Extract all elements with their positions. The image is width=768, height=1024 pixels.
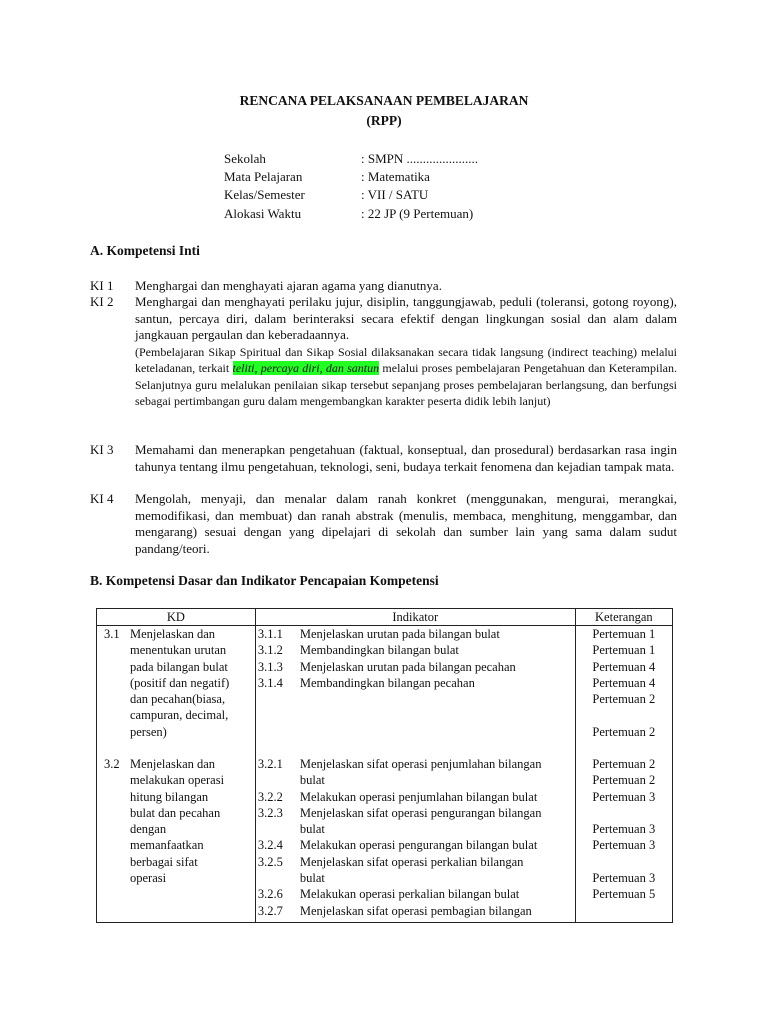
header-keterangan: Keterangan — [575, 609, 672, 626]
keterangan-item: Pertemuan 3 — [592, 838, 656, 853]
indicator-number: 3.1.4 — [257, 675, 283, 690]
keterangan-cell-3-1 — [575, 626, 672, 757]
kd-text-line: menentukan urutan — [130, 643, 227, 658]
keterangan-item: Pertemuan 5 — [592, 887, 656, 902]
kd-text-line: melakukan operasi — [130, 773, 225, 788]
indicator-text: Menjelaskan urutan pada bilangan pecahan — [299, 659, 516, 674]
meta-label-mapel: Mata Pelajaran — [224, 169, 303, 184]
meta-label-alokasi: Alokasi Waktu — [224, 206, 302, 221]
kd-text-line: pada bilangan bulat — [130, 659, 228, 674]
meta-value-kelas: : VII / SATU — [361, 187, 429, 202]
kd-cell-3-2 — [97, 756, 256, 923]
kd-indikator-table — [96, 608, 673, 923]
indicator-item — [256, 659, 575, 675]
kd-text-line: campuran, decimal, — [130, 708, 229, 723]
meta-value-sekolah: : SMPN ...................... — [361, 151, 479, 166]
indicator-continuation: bulat — [299, 871, 325, 886]
keterangan-item: Pertemuan 4 — [592, 675, 656, 690]
kd-text-line: bulat dan pecahan — [130, 805, 221, 820]
indicator-item — [256, 626, 575, 642]
ki1-code: KI 1 — [90, 278, 114, 293]
indicator-text: Menjelaskan sifat operasi penjumlahan bilangan — [299, 757, 542, 771]
kd-text-line: dengan — [130, 822, 167, 837]
kd-text-line: berbagai sifat — [130, 854, 198, 869]
ki3-text: Memahami dan menerapkan pengetahuan (faktual, konseptual, dan prosedural) berdasarkan rasa ingin tahunya tentang ilmu pengetahuan, teknologi, seni, budaya terkait fenomena dan kejadian tampak mata. — [135, 442, 677, 474]
keterangan-item: Pertemuan 3 — [592, 871, 656, 886]
kd-text-line: operasi — [130, 871, 167, 886]
document-title: RENCANA PELAKSANAAN PEMBELAJARAN — [239, 93, 529, 108]
ki2-note-before: (Pembelajaran Sikap Spiritual dan Sikap Sosial dilaksanakan secara tidak langsung (indirect teaching) melalui keteladanan, terkait — [135, 345, 677, 376]
keterangan-item: Pertemuan 4 — [592, 659, 656, 674]
indicator-item — [256, 837, 575, 853]
indicator-item — [256, 756, 575, 772]
keterangan-item: Pertemuan 1 — [592, 627, 656, 641]
ki1-text: Menghargai dan menghayati ajaran agama yang dianutnya. — [135, 278, 442, 293]
indicator-number: 3.2.3 — [257, 805, 283, 820]
indicator-text: Melakukan operasi penjumlahan bilangan bulat — [299, 789, 538, 804]
keterangan-item: Pertemuan 2 — [592, 724, 656, 739]
kd-number: 3.2 — [104, 757, 120, 771]
indicator-number: 3.1.3 — [257, 659, 283, 674]
header-kd: KD — [97, 609, 256, 626]
kd-text-line: (positif dan negatif) — [130, 675, 230, 690]
keterangan-item: Pertemuan 3 — [592, 789, 656, 804]
table-row — [97, 626, 673, 757]
meta-label-sekolah: Sekolah — [224, 151, 266, 166]
keterangan-item: Pertemuan 2 — [592, 773, 656, 788]
kd-number: 3.1 — [104, 627, 120, 641]
indicator-number: 3.2.4 — [257, 838, 283, 853]
indicator-text: Menjelaskan sifat operasi pengurangan bilangan — [299, 805, 542, 820]
ki2-note — [135, 344, 677, 409]
kd-cell-3-1 — [97, 626, 256, 757]
ki3-code: KI 3 — [90, 442, 114, 457]
indicator-text: Menjelaskan urutan pada bilangan bulat — [299, 627, 500, 641]
keterangan-item — [576, 805, 672, 821]
ki2-code: KI 2 — [90, 294, 114, 309]
indicator-number: 3.2.5 — [257, 854, 283, 869]
ki2-note-highlight: teliti, percaya diri, dan santun — [232, 361, 380, 376]
keterangan-item: Pertemuan 1 — [592, 643, 656, 658]
table-header-row — [97, 609, 673, 626]
indicator-text: Membandingkan bilangan bulat — [299, 643, 459, 658]
section-a-heading: A. Kompetensi Inti — [90, 243, 200, 258]
kd-text-line: Menjelaskan dan — [130, 627, 216, 641]
ki4-code: KI 4 — [90, 491, 114, 506]
table-row — [97, 756, 673, 923]
indicator-item — [256, 642, 575, 658]
keterangan-item — [576, 854, 672, 870]
indicator-text: Menjelaskan sifat operasi perkalian bilangan — [299, 854, 524, 869]
header-indikator: Indikator — [255, 609, 575, 626]
kd-text-line: Menjelaskan dan — [130, 757, 216, 771]
indicator-text: Menjelaskan sifat operasi pembagian bilangan — [299, 903, 532, 918]
indikator-cell-3-1 — [255, 626, 575, 757]
indicator-text: Melakukan operasi pengurangan bilangan bulat — [299, 838, 538, 853]
indicator-item — [256, 789, 575, 805]
keterangan-cell-3-2 — [575, 756, 672, 923]
section-b-heading: B. Kompetensi Dasar dan Indikator Pencapaian Kompetensi — [90, 573, 439, 588]
keterangan-item: Pertemuan 3 — [592, 822, 656, 837]
keterangan-item — [576, 707, 672, 723]
indicator-number: 3.2.2 — [257, 789, 283, 804]
kd-text-line: persen) — [130, 724, 167, 739]
ki4-text: Mengolah, menyaji, dan menalar dalam ranah konkret (menggunakan, mengurai, merangkai, memodifikasi, dan membuat) dan ranah abstrak (menulis, membaca, menghitung, menggambar, dan mengarang) sesuai dengan yang dipelajari di sekolah dan sumber lain yang sama dalam sudut pandang/teori. — [135, 491, 677, 556]
indicator-continuation: bulat — [299, 773, 325, 788]
meta-label-kelas: Kelas/Semester — [224, 187, 305, 202]
indicator-item — [256, 854, 575, 870]
indicator-number: 3.1.2 — [257, 643, 283, 658]
indicator-continuation: bulat — [299, 822, 325, 837]
indicator-item — [256, 903, 575, 919]
indicator-item — [256, 805, 575, 821]
keterangan-item: Pertemuan 2 — [592, 692, 656, 707]
indicator-item — [256, 886, 575, 902]
indicator-number: 3.2.6 — [257, 887, 283, 902]
indicator-number: 3.1.1 — [257, 627, 283, 641]
indicator-number: 3.2.7 — [257, 903, 283, 918]
indicator-item — [256, 675, 575, 691]
meta-value-mapel: : Matematika — [361, 169, 430, 184]
kd-text-line: hitung bilangan — [130, 789, 209, 804]
kd-text-line: memanfaatkan — [130, 838, 204, 853]
indikator-cell-3-2 — [255, 756, 575, 923]
ki2-text: Menghargai dan menghayati perilaku jujur, disiplin, tanggungjawab, peduli (toleransi, gotong royong), santun, percaya diri, dalam berinteraksi secara efektif dengan lingkungan sosial dan alam dalam jangkauan pergaulan dan keberadaannya. — [135, 294, 677, 342]
ki2-note-after: melalui proses pembelajaran Pengetahuan dan Keterampilan. Selanjutnya guru melalukan penilaian sikap tersebut sepanjang proses pembelajaran berlangsung, dan berfungsi sebagai pertimbangan guru dalam mengembangkan karakter peserta didik lebih lanjut) — [135, 361, 677, 408]
keterangan-item: Pertemuan 2 — [592, 757, 656, 771]
indicator-text: Melakukan operasi perkalian bilangan bulat — [299, 887, 520, 902]
document-subtitle: (RPP) — [366, 113, 402, 128]
indicator-number: 3.2.1 — [257, 757, 283, 771]
kd-text-line: dan pecahan(biasa, — [130, 692, 226, 707]
meta-value-alokasi: : 22 JP (9 Pertemuan) — [361, 206, 474, 221]
indicator-text: Membandingkan bilangan pecahan — [299, 675, 475, 690]
